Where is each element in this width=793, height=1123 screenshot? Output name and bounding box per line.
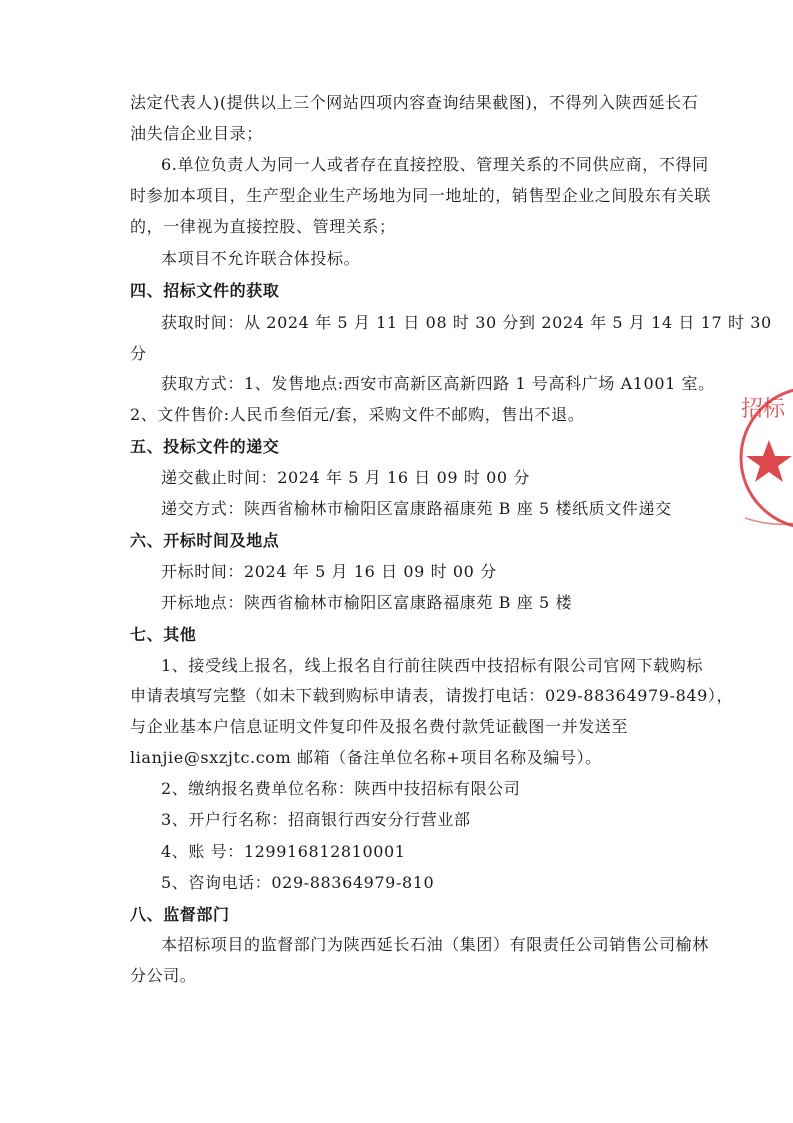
paragraph-line: 油失信企业目录；	[130, 124, 263, 143]
section-heading: 六、开标时间及地点	[130, 531, 280, 550]
seal-star-icon	[746, 440, 792, 482]
paragraph-line: 获取时间：从 2024 年 5 月 11 日 08 时 30 分到 2024 年 5 月 14 日 17 时 30	[161, 313, 772, 332]
paragraph-line: 3、开户行名称：招商银行西安分行营业部	[161, 810, 471, 829]
paragraph-line: 本项目不允许联合体投标。	[161, 249, 361, 268]
paragraph-line: 时参加本项目，生产型企业生产场地为同一地址的，销售型企业之间股东有关联	[130, 186, 712, 205]
paragraph-line: 开标地点：陕西省榆林市榆阳区富康路福康苑 B 座 5 楼	[161, 593, 573, 612]
paragraph-line: 分公司。	[130, 966, 197, 985]
paragraph-line: 1、接受线上报名，线上报名自行前往陕西中技招标有限公司官网下载购标	[161, 656, 703, 675]
paragraph-line: 5、咨询电话：029-88364979-810	[161, 873, 435, 892]
paragraph-line: 法定代表人)(提供以上三个网站四项内容查询结果截图)，不得列入陕西延长石	[130, 93, 699, 112]
paragraph-line: 获取方式：1、发售地点:西安市高新区高新四路 1 号高科广场 A1001 室。	[161, 374, 715, 393]
paragraph-line: 递交方式：陕西省榆林市榆阳区富康路福康苑 B 座 5 楼纸质文件递交	[161, 499, 672, 518]
seal-stamp	[735, 378, 793, 538]
paragraph-line: lianjie@sxzjtc.com 邮箱（备注单位名称+项目名称及编号）。	[130, 748, 602, 767]
section-heading: 五、投标文件的递交	[130, 437, 280, 456]
paragraph-line: 2、文件售价:人民币叁佰元/套，采购文件不邮购，售出不退。	[130, 405, 585, 424]
paragraph-line: 递交截止时间：2024 年 5 月 16 日 09 时 00 分	[161, 468, 530, 487]
section-heading: 八、监督部门	[130, 905, 230, 924]
paragraph-line: 的，一律视为直接控股、管理关系；	[130, 217, 396, 236]
section-heading: 四、招标文件的获取	[130, 281, 280, 300]
paragraph-line: 与企业基本户信息证明文件复印件及报名费付款凭证截图一并发送至	[130, 717, 629, 736]
seal-text: 招标	[741, 397, 786, 422]
paragraph-line: 本招标项目的监督部门为陕西延长石油（集团）有限责任公司销售公司榆林	[161, 935, 709, 954]
paragraph-line: 6.单位负责人为同一人或者存在直接控股、管理关系的不同供应商，不得同	[161, 155, 709, 174]
paragraph-line: 4、账 号：129916812810001	[161, 842, 406, 861]
paragraph-line: 申请表填写完整（如未下载到购标申请表，请拨打电话：029-88364979-849），	[130, 686, 734, 705]
paragraph-line: 分	[130, 344, 147, 363]
section-heading: 七、其他	[130, 625, 197, 644]
paragraph-line: 开标时间：2024 年 5 月 16 日 09 时 00 分	[161, 562, 497, 581]
paragraph-line: 2、缴纳报名费单位名称：陕西中技招标有限公司	[161, 779, 521, 798]
